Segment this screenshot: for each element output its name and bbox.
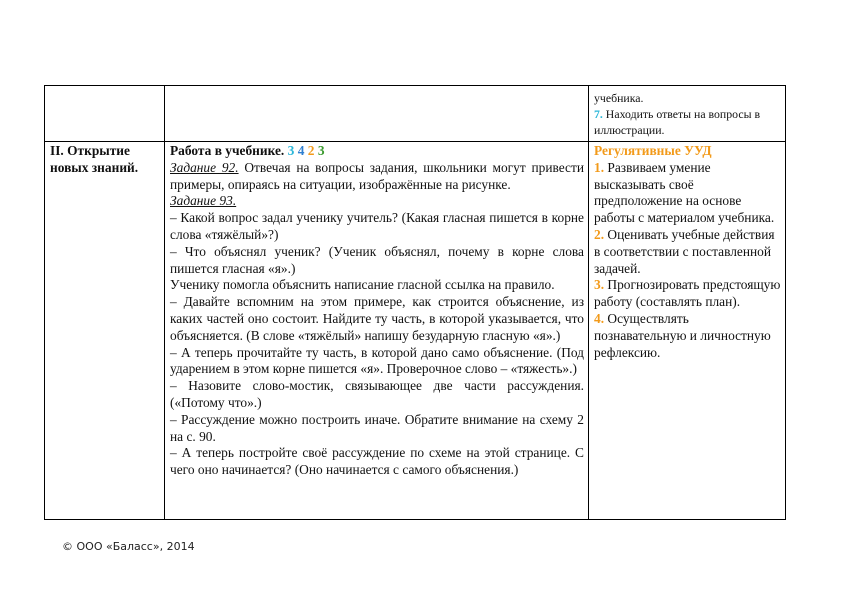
uud-item-number: 7. bbox=[594, 107, 603, 121]
uud-item bbox=[594, 277, 781, 311]
stage-cell-empty bbox=[45, 86, 165, 142]
work-title: Работа в учебнике. bbox=[170, 143, 285, 158]
uud-title: Регулятивные УУД bbox=[594, 143, 712, 158]
content-cell-empty bbox=[165, 86, 589, 142]
copyright-footer: © ООО «Баласс», 2014 bbox=[62, 540, 195, 553]
task-label: Задание 93. bbox=[170, 193, 237, 209]
stage-title: II. Открытие новых знаний. bbox=[50, 143, 139, 175]
uud-item bbox=[594, 160, 781, 227]
uud-item-text: Осуществлять познавательную и личностную рефлексию. bbox=[594, 310, 771, 360]
task-text: Отвечая на вопросы задания, школьники могут привести примеры, опираясь на ситуации, изображённые на рисунке. bbox=[170, 159, 584, 192]
table-row bbox=[45, 142, 786, 520]
uud-item-text: Оценивать учебные действия в соответствии с поставленной задачей. bbox=[594, 226, 775, 276]
uud-item-text: Развиваем умение высказывать своё предположение на основе работы с материалом учебника. bbox=[594, 159, 775, 226]
uud-cell bbox=[589, 142, 786, 520]
work-number: 4 bbox=[297, 143, 305, 158]
dialogue-line: – Назовите слово-мостик, связывающее две части рассуждения. («Потому что».) bbox=[170, 378, 584, 410]
table-row bbox=[45, 86, 786, 142]
uud-item-text: Прогнозировать предстоящую работу (составлять план). bbox=[594, 277, 781, 310]
uud-item-number: 2. bbox=[594, 226, 605, 242]
task-label: Задание 92. bbox=[170, 159, 239, 175]
uud-item-number: 4. bbox=[594, 310, 605, 326]
uud-item-number: 3. bbox=[594, 277, 605, 293]
uud-item bbox=[594, 311, 781, 361]
dialogue-line: Ученику помогла объяснить написание гласной ссылка на правило. bbox=[170, 277, 555, 293]
dialogue-line: – Какой вопрос задал ученику учитель? (Какая гласная пишется в корне слова «тяжёлый»?) bbox=[170, 210, 584, 242]
dialogue-line: – Рассуждение можно построить иначе. Обратите внимание на схему 2 на с. 90. bbox=[170, 411, 584, 444]
dialogue-line: – Давайте вспомним на этом примере, как строится объяснение, из каких частей оно состоит. Найдите ту часть, в которой указывается, что объясняется. (В слове «тяжёлый» напишу безударную гласную «я».) bbox=[170, 294, 584, 343]
uud-item-number: 1. bbox=[594, 159, 605, 175]
content-cell bbox=[165, 142, 589, 520]
uud-continued-text: учебника. bbox=[594, 91, 644, 105]
work-number: 3 bbox=[317, 143, 325, 158]
stage-cell bbox=[45, 142, 165, 520]
work-number: 2 bbox=[307, 143, 315, 158]
dialogue-line: – А теперь постройте своё рассуждение по схеме на этой странице. С чего оно начинается? (Оно начинается с самого объяснения.) bbox=[170, 445, 584, 478]
work-number: 3 bbox=[287, 143, 295, 158]
uud-item-text: Находить ответы на вопросы в иллюстрации. bbox=[594, 107, 761, 137]
uud-item bbox=[594, 227, 781, 277]
uud-cell-continued bbox=[589, 86, 786, 142]
dialogue-line: – А теперь прочитайте ту часть, в которой дано само объяснение. (Под ударением в этом корне пишется «я». Проверочное слово – «тяжесть».) bbox=[170, 344, 584, 377]
lesson-table bbox=[44, 85, 786, 520]
dialogue-line: – Что объяснял ученик? (Ученик объяснял, почему в корне слова пишется гласная «я».) bbox=[170, 243, 584, 276]
